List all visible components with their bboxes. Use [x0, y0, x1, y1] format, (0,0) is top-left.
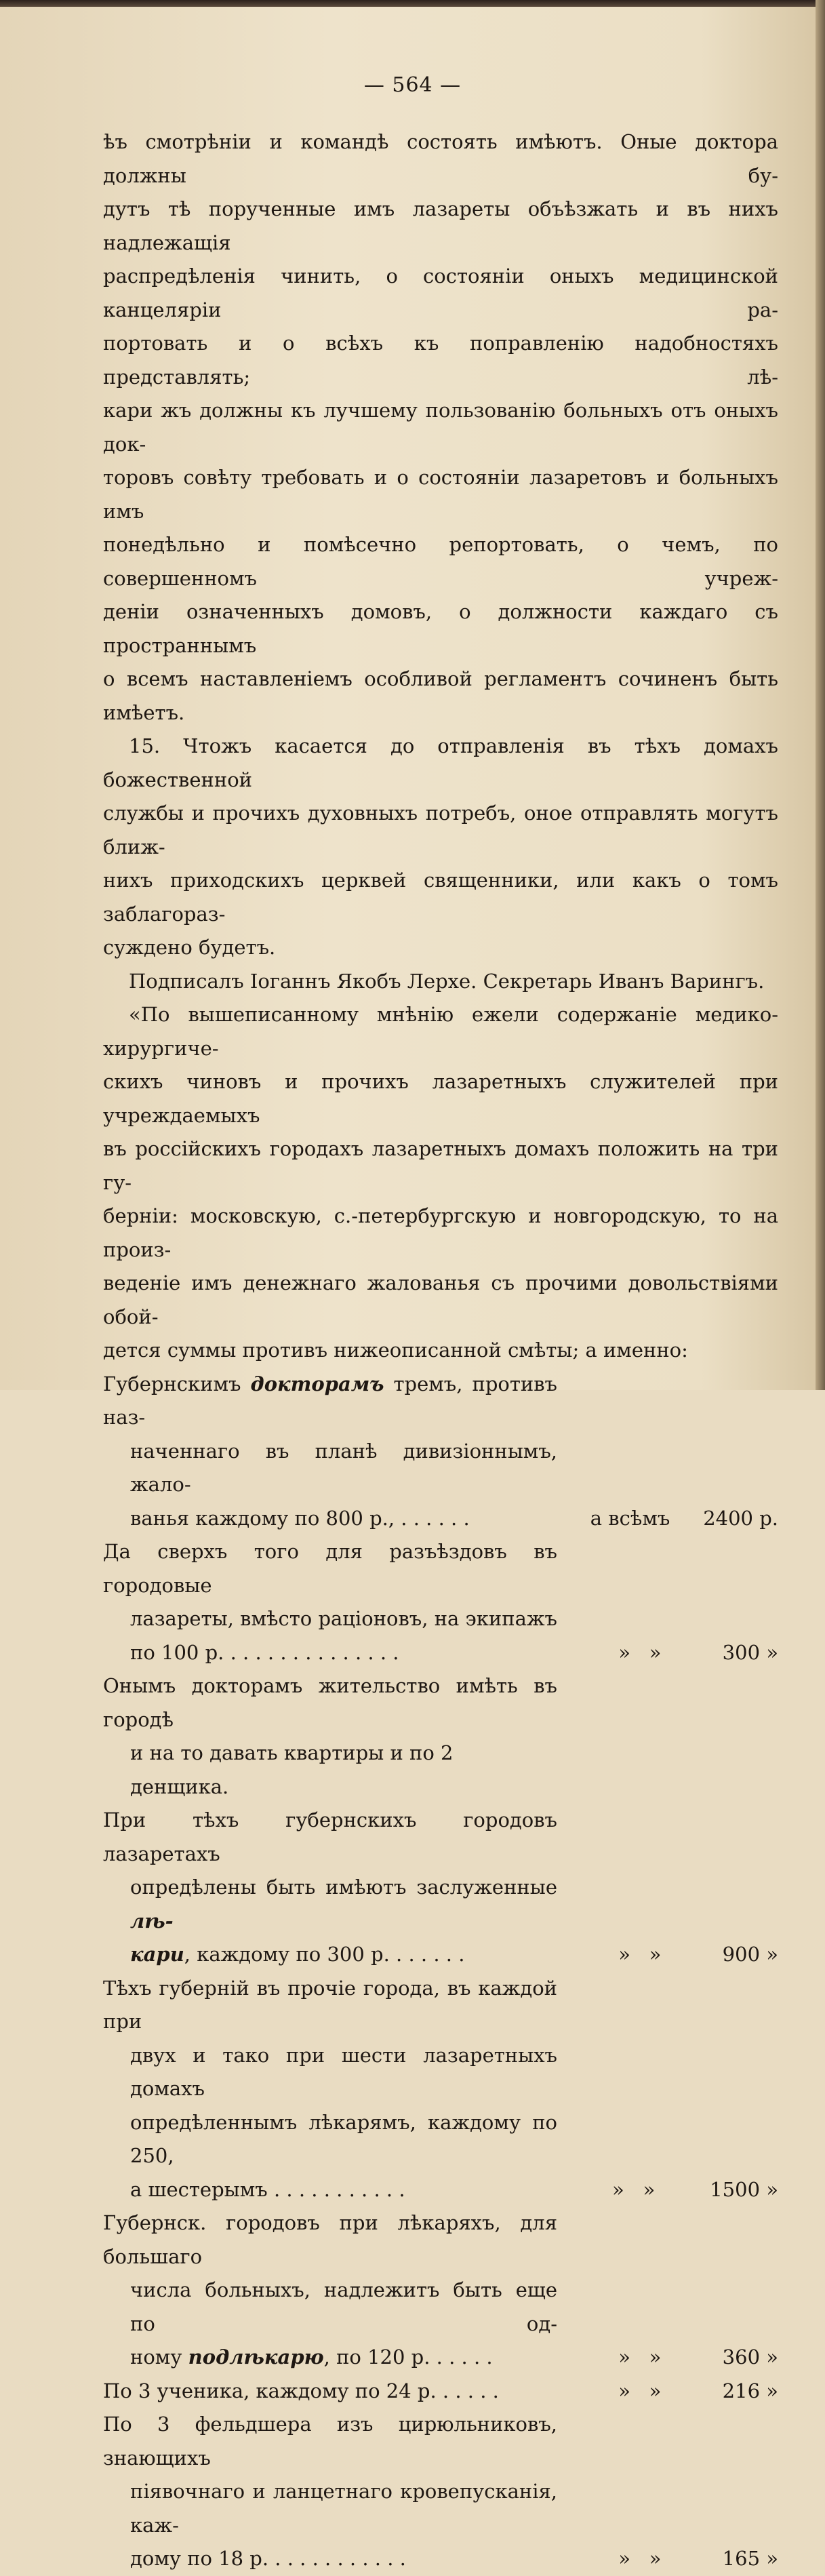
- text-line: торовъ совѣту требовать и о состояніи лазаретовъ и больныхъ имъ: [103, 466, 778, 523]
- item-line: Губернск. городовъ при лѣкаряхъ, для большаго: [103, 2211, 557, 2268]
- text-line: понедѣльно и помѣсечно репортовать, о чемъ, по совершенномъ учреж-: [103, 533, 778, 590]
- emphasis-text: докторамъ: [250, 1372, 384, 1395]
- amount-prefix: а всѣмъ: [590, 1506, 670, 1530]
- text-line: веденіе имъ денежнаго жалованья съ прочими довольствіями обой-: [103, 1271, 778, 1328]
- amount-prefix: » »: [618, 2345, 662, 2369]
- item-line: лазареты, вмѣсто раціоновъ, на экипажъ: [130, 1607, 557, 1630]
- amount-value: 1500 »: [710, 2177, 778, 2201]
- item-description: [103, 1368, 557, 1536]
- item-line: по 100 р. . . . . . . . . . . . . . .: [130, 1640, 399, 1664]
- estimate-item: [103, 1669, 778, 1804]
- amount-value: 360 »: [722, 2345, 778, 2369]
- item-line: опредѣлены быть имѣютъ заслуженные лѣ-: [130, 1876, 557, 1933]
- paragraph: [103, 730, 778, 965]
- item-line: По 3 ученика, каждому по 24 р. . . . . .: [103, 2379, 499, 2402]
- amount-prefix: » »: [618, 1943, 662, 1966]
- amount-prefix: » »: [618, 2379, 662, 2402]
- item-line: Тѣхъ губерній въ прочіе города, въ каждой при: [103, 1976, 557, 2033]
- item-amount: [557, 2542, 778, 2576]
- text-line: дутъ тѣ порученные имъ лазареты объѣзжать и въ нихъ надлежащія: [103, 197, 778, 254]
- amount-prefix: » »: [618, 1640, 662, 1664]
- item-amount: [557, 2173, 778, 2207]
- item-description: [103, 2206, 557, 2375]
- text-line: кари жъ должны къ лучшему пользованію больныхъ отъ оныхъ док-: [103, 399, 778, 456]
- text-line: ѣъ смотрѣніи и командѣ состоять имѣютъ. Оные доктора должны бу-: [103, 130, 778, 187]
- item-line: піявочнаго и ланцетнаго кровепусканія, каж-: [130, 2480, 557, 2537]
- item-amount: [557, 2375, 778, 2409]
- item-line: Да сверхъ того для разъѣздовъ въ городовые: [103, 1540, 557, 1597]
- amount-value: 900 »: [722, 1943, 778, 1966]
- item-description: [103, 1535, 557, 1669]
- item-line: двух и тако при шести лазаретныхъ домахъ: [130, 2043, 557, 2100]
- text-line: скихъ чиновъ и прочихъ лазаретныхъ служителей при учреждаемыхъ: [103, 1070, 778, 1127]
- amount-value: 2400 р.: [703, 1506, 778, 1530]
- item-line: ному подлѣкарю, по 120 р. . . . . .: [130, 2345, 493, 2369]
- emphasis-text: подлѣкарю: [188, 2345, 324, 2369]
- item-line: При тѣхъ губернскихъ городовъ лазаретахъ: [103, 1808, 557, 1865]
- amount-prefix: » »: [612, 2177, 656, 2201]
- text-line: 15. Чтожъ касается до отправленія въ тѣхъ домахъ божественной: [103, 734, 778, 791]
- item-line: ванья каждому по 800 р., . . . . . .: [130, 1506, 470, 1530]
- item-amount: [557, 1636, 778, 1670]
- emphasis-text: лѣ-: [130, 1909, 174, 1933]
- estimate-item: [103, 2375, 778, 2409]
- item-line: дому по 18 р. . . . . . . . . . . .: [130, 2547, 406, 2570]
- emphasis-text: кари: [130, 1943, 184, 1966]
- text-line: о всемъ наставленіемъ особливой регламентъ сочиненъ быть имѣетъ.: [103, 667, 778, 724]
- estimate-item: [103, 1368, 778, 1536]
- text-line: суждено будетъ.: [103, 936, 276, 959]
- amount-value: 216 »: [722, 2379, 778, 2402]
- item-line: Онымъ докторамъ жительство имѣть въ городѣ: [103, 1674, 557, 1731]
- text-line: «По вышеписанному мнѣнію ежели содержаніе медико-хирургиче-: [103, 1003, 778, 1060]
- page-number: — 564 —: [363, 73, 462, 97]
- text-line: въ россійскихъ городахъ лазаретныхъ домахъ положить на три гу-: [103, 1137, 778, 1194]
- estimate-list: [103, 1368, 778, 2576]
- item-line: и на то давать квартиры и по 2 денщика.: [130, 1741, 454, 1798]
- item-description: [103, 1804, 557, 1972]
- estimate-item: [103, 2206, 778, 2375]
- item-line: числа больныхъ, надлежитъ быть еще по од-: [130, 2278, 557, 2335]
- paragraph: [103, 998, 778, 1368]
- text-line: деніи означенныхъ домовъ, о должности каждаго съ пространнымъ: [103, 600, 778, 657]
- estimate-item: [103, 1804, 778, 1972]
- text-line: службы и прочихъ духовныхъ потребъ, оное отправлять могутъ ближ-: [103, 801, 778, 858]
- item-description: [103, 1972, 557, 2207]
- item-line: По 3 фельдшера изъ цирюльниковъ, знающихъ: [103, 2413, 557, 2470]
- item-description: [103, 2375, 557, 2409]
- item-line: кари, каждому по 300 р. . . . . . .: [130, 1943, 465, 1966]
- text-line: дется суммы противъ нижеописанной смѣты; а именно:: [103, 1339, 688, 1362]
- item-line: а шестерымъ . . . . . . . . . . .: [130, 2177, 405, 2201]
- text-line: Подписалъ Іоганнъ Якобъ Лерхе. Секретарь Иванъ Варингъ.: [129, 969, 765, 993]
- item-amount: [557, 1502, 778, 1536]
- item-amount: [557, 1938, 778, 1972]
- item-amount: [557, 2341, 778, 2375]
- amount-prefix: » »: [618, 2547, 662, 2570]
- page-body: [103, 125, 778, 2576]
- item-line: Губернскимъ докторамъ тремъ, противъ наз-: [103, 1372, 558, 1429]
- text-line: берніи: московскую, с.-петербургскую и новгородскую, то на произ-: [103, 1204, 778, 1261]
- item-description: [103, 2408, 557, 2576]
- text-line: нихъ приходскихъ церквей священники, или какъ о томъ заблагораз-: [103, 869, 778, 926]
- paragraph: [103, 125, 778, 730]
- estimate-item: [103, 2408, 778, 2576]
- amount-value: 165 »: [722, 2547, 778, 2570]
- amount-value: 300 »: [722, 1640, 778, 1664]
- item-description: [103, 1669, 557, 1804]
- paragraph: [103, 965, 778, 999]
- estimate-item: [103, 1535, 778, 1669]
- item-line: опредѣленнымъ лѣкарямъ, каждому по 250,: [130, 2110, 557, 2167]
- text-line: портовать и о всѣхъ къ поправленію надобностяхъ представлять; лѣ-: [103, 332, 778, 389]
- text-line: распредѣленія чинить, о состояніи оныхъ медицинской канцеляріи ра-: [103, 264, 778, 321]
- item-line: наченнаго въ планѣ дивизіоннымъ, жало-: [130, 1439, 557, 1496]
- estimate-item: [103, 1972, 778, 2207]
